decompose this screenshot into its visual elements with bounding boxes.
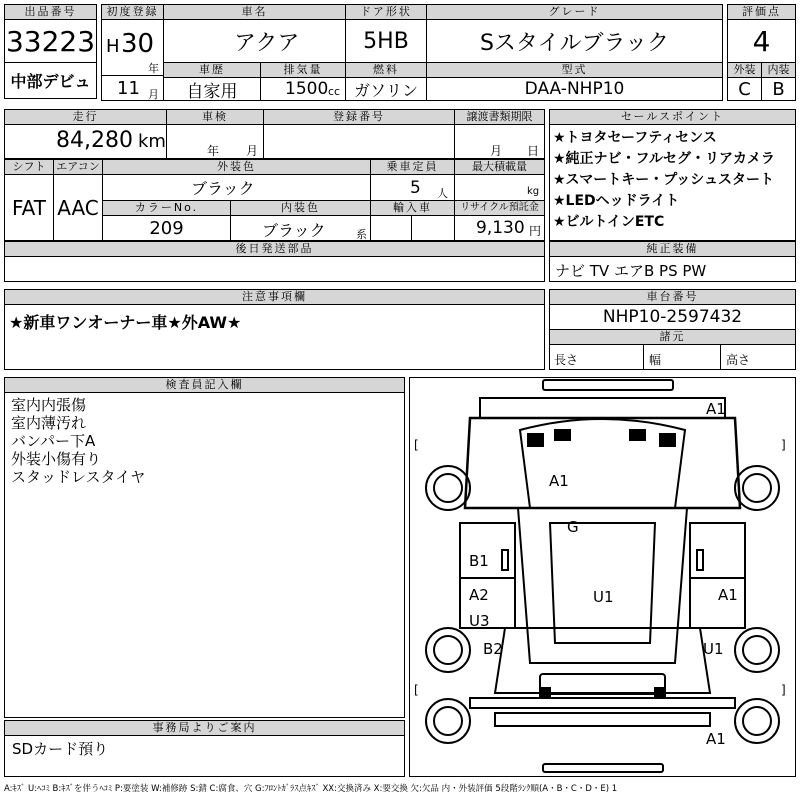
- reg-year: 30: [121, 29, 155, 59]
- height-label: 高さ: [726, 353, 751, 367]
- capacity: 5: [410, 178, 421, 198]
- car-name-label: 車名: [163, 4, 346, 20]
- inspector-line: 室内内張傷: [11, 396, 87, 414]
- int-color-label: 内装色: [230, 200, 371, 216]
- bracket-open: [: [414, 438, 419, 452]
- first-reg-label: 初度登録: [101, 4, 164, 20]
- ac-label: エアコン: [53, 159, 103, 175]
- insp-year-unit: 年: [207, 144, 220, 158]
- mileage: 84,280: [56, 128, 133, 153]
- month-unit: 月: [148, 88, 159, 101]
- shift-label: シフト: [4, 159, 54, 175]
- bracket-close: ]: [781, 683, 786, 697]
- sales-label: セールスポイント: [549, 109, 796, 125]
- sales-item: ★トヨタセーフティセンス: [553, 130, 717, 146]
- import-label: 輸入車: [370, 200, 455, 216]
- sales-item: ★純正ナビ・フルセグ・リアカメラ: [553, 151, 775, 167]
- inspector-label: 検査員記入欄: [4, 377, 405, 393]
- later-parts-label: 後日発送部品: [4, 241, 545, 257]
- later-parts-box: [4, 256, 545, 282]
- event-name: 中部デビュ: [4, 62, 97, 99]
- width-label: 幅: [649, 353, 662, 367]
- damage-mark: U3: [469, 612, 490, 630]
- damage-mark: A1: [706, 400, 726, 418]
- length-label: 長さ: [554, 353, 579, 367]
- model-code: DAA-NHP10: [426, 77, 723, 101]
- grade-label: グレード: [426, 4, 723, 20]
- car-name: アクア: [163, 19, 346, 63]
- office-notice: SDカード預り: [12, 740, 109, 758]
- history: 自家用: [163, 77, 261, 101]
- int-label: 内装: [761, 62, 796, 78]
- displacement-label: 排気量: [260, 62, 346, 78]
- damage-mark: A1: [718, 586, 738, 604]
- reg-month: 11: [117, 78, 140, 99]
- ext-label: 外装: [727, 62, 762, 78]
- car-outline: [410, 378, 795, 776]
- dims-label: 諸元: [549, 329, 796, 345]
- grade: Sスタイルブラック: [426, 19, 723, 63]
- chassis-number: NHP10-2597432: [549, 304, 796, 330]
- sales-item: ★ビルトインETC: [553, 214, 665, 230]
- transfer-month-unit: 月: [490, 144, 503, 158]
- lot-number: 33223: [4, 19, 97, 63]
- ac: AAC: [53, 174, 103, 241]
- legend: A:ｷｽﾞ U:ﾍｺﾐ B:ｷｽﾞを伴うﾍｺﾐ P:要塗装 W:補修跡 S:錆 C:腐食、穴 G:ﾌﾛﾝﾄｶﾞﾗｽ点ｷｽﾞ XX:交換済み X:要交換 欠:欠品 内・外装評価 5段階ﾗﾝｸ順(A・B・C・D・E) 1: [4, 784, 618, 794]
- ext-score: C: [727, 77, 762, 101]
- transfer-day-unit: 日: [527, 144, 540, 158]
- sales-box: [549, 124, 796, 241]
- score-label: 評価点: [727, 4, 796, 20]
- inspector-box: [4, 392, 405, 718]
- bracket-close: ]: [781, 438, 786, 452]
- color-label: 外装色: [102, 159, 371, 175]
- lot-label: 出品番号: [4, 4, 97, 20]
- reg-no-box: [263, 124, 455, 159]
- int-color: ブラック: [262, 221, 326, 240]
- damage-mark: B2: [483, 640, 503, 658]
- inspector-line: スタッドレスタイヤ: [11, 468, 146, 486]
- int-color-unit: 系: [356, 228, 367, 241]
- load-unit: kg: [527, 186, 540, 197]
- recycle-unit: 円: [529, 224, 542, 238]
- capacity-label: 乗車定員: [370, 159, 455, 175]
- capacity-unit: 人: [437, 187, 448, 200]
- damage-mark: A2: [469, 586, 489, 604]
- color-no: 209: [102, 215, 231, 241]
- notes: ★新車ワンオーナー車★外AW★: [9, 313, 242, 332]
- office-label: 事務局よりご案内: [4, 720, 405, 736]
- history-label: 車歴: [163, 62, 261, 78]
- score: 4: [727, 19, 796, 63]
- color: ブラック: [102, 174, 371, 201]
- dims-divider-2: [720, 344, 721, 370]
- inspector-line: 外装小傷有り: [11, 450, 102, 468]
- inspector-line: 室内薄汚れ: [11, 414, 87, 432]
- transfer-label: 譲渡書類期限: [454, 109, 545, 125]
- damage-mark: U1: [593, 588, 614, 606]
- recycle: 9,130: [476, 218, 525, 238]
- sales-item: ★LEDヘッドライト: [553, 193, 680, 209]
- fuel: ガソリン: [345, 77, 427, 101]
- dims-box: [549, 344, 796, 370]
- displacement-unit: cc: [328, 85, 341, 98]
- damage-mark: B1: [469, 552, 489, 570]
- equipment: ナビ TV エアB PS PW: [555, 262, 707, 280]
- equipment-label: 純正装備: [549, 241, 796, 257]
- import-box-2: [411, 215, 455, 241]
- era: H: [106, 36, 120, 57]
- displacement: 1500: [285, 79, 329, 99]
- mileage-label: 走行: [4, 109, 167, 125]
- load-label: 最大積載量: [454, 159, 545, 175]
- damage-mark: G: [567, 518, 579, 536]
- fuel-label: 燃料: [345, 62, 427, 78]
- damage-mark: U1: [703, 640, 724, 658]
- insp-month-unit: 月: [246, 144, 259, 158]
- sales-item: ★スマートキー・プッシュスタート: [553, 172, 775, 188]
- door-type: 5HB: [345, 19, 427, 63]
- damage-mark: A1: [549, 472, 569, 490]
- shift: FAT: [4, 174, 54, 241]
- recycle-label: リサイクル預託金: [454, 200, 545, 216]
- color-no-label: カラーNo.: [102, 200, 231, 216]
- int-score: B: [761, 77, 796, 101]
- model-label: 型式: [426, 62, 723, 78]
- import-box: [370, 215, 412, 241]
- notes-label: 注意事項欄: [4, 289, 545, 305]
- chassis-label: 車台番号: [549, 289, 796, 305]
- inspection-label: 車検: [166, 109, 264, 125]
- dims-divider-1: [643, 344, 644, 370]
- door-label: ドア形状: [345, 4, 427, 20]
- damage-mark: A1: [706, 730, 726, 748]
- bracket-open: [: [414, 683, 419, 697]
- mileage-unit: km: [138, 131, 166, 152]
- car-diagram: [409, 377, 796, 777]
- inspector-line: バンパー下A: [11, 432, 96, 450]
- year-unit: 年: [148, 62, 159, 75]
- reg-no-label: 登録番号: [263, 109, 455, 125]
